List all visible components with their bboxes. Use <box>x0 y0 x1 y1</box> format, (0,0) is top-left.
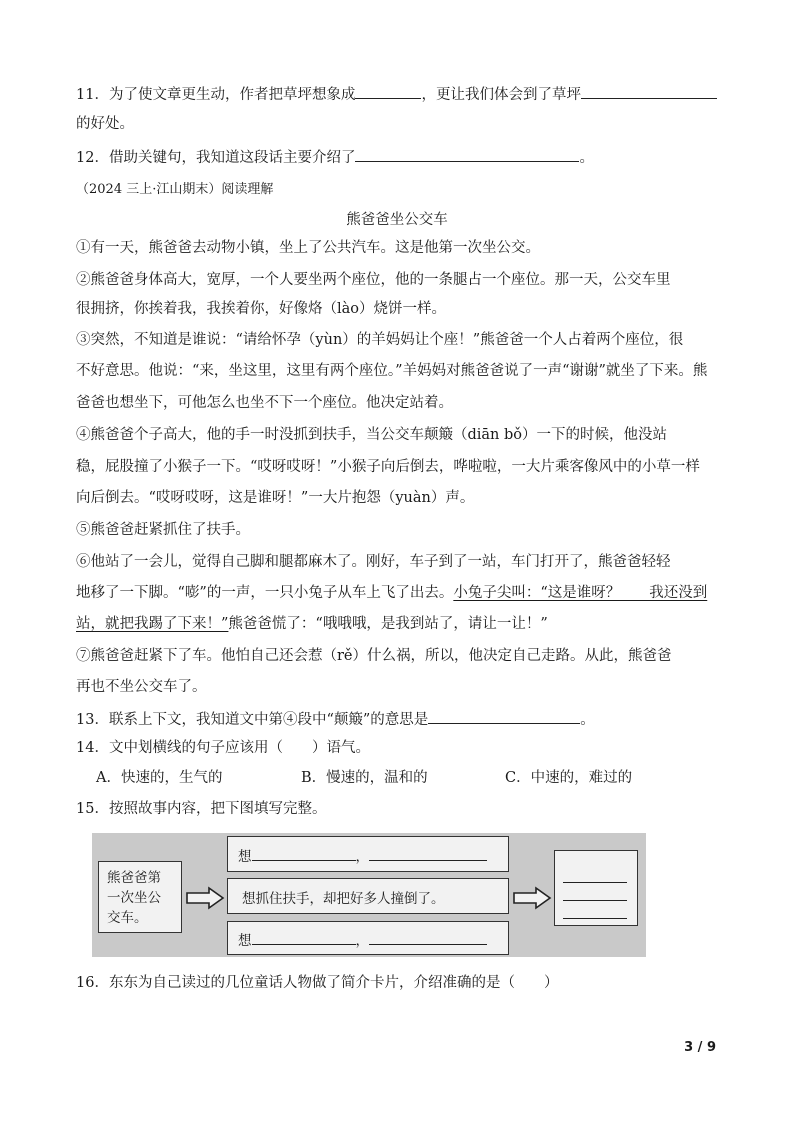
diagram-right-blank-3[interactable] <box>563 901 627 919</box>
paragraph-4-line-1: ④熊爸爸个子高大，他的手一时没抓到扶手，当公交车颠簸（diān bǒ）一下的时候，他没站 <box>76 427 668 443</box>
underlined-sentence-part-2: 站，就把我踢了下来！” <box>76 616 229 632</box>
q14-option-c[interactable]: C．中速的，难过的 <box>505 770 633 786</box>
diagram-bottom-blank-1[interactable] <box>252 930 356 945</box>
q13-text-2: 。 <box>580 712 595 728</box>
q11-blank-1[interactable] <box>355 82 421 99</box>
q11-text-2: ，更让我们体会到了草坪 <box>421 87 581 103</box>
story-title: 熊爸爸坐公交车 <box>346 212 448 228</box>
paragraph-6-text-end: 熊爸爸慌了：“哦哦哦，是我到站了，请让一让！” <box>228 616 548 632</box>
diagram-bottom-box <box>227 921 509 955</box>
diagram-left-line-3: 交车。 <box>107 910 148 926</box>
paragraph-6-line-3 <box>76 614 718 634</box>
paragraph-3-line-1: ③突然，不知道是谁说：“请给怀孕（yùn）的羊妈妈让个座！”熊爸爸一个人占着两个座位，很 <box>76 332 684 348</box>
q14-options <box>96 768 718 788</box>
diagram-right-box <box>554 850 638 926</box>
paragraph-6-text: 地移了一下脚。“嘭”的一声，一只小兔子从车上飞了出去。 <box>76 585 454 601</box>
diagram-top-label: 想 <box>238 849 252 865</box>
paragraph-4-line-2: 稳，屁股撞了小猴子一下。“哎呀哎呀！”小猴子向后倒去，哗啦啦，一大片乘客像风中的小草一样 <box>76 459 700 475</box>
q12-text-2: 。 <box>579 150 594 166</box>
question-11 <box>76 82 718 105</box>
diagram-bottom-blank-2[interactable] <box>369 930 487 945</box>
question-13 <box>76 707 718 730</box>
diagram-left-line-1: 熊爸爸第 <box>107 870 161 886</box>
q13-blank[interactable] <box>428 707 580 724</box>
q14-option-a[interactable]: A．快速的，生气的 <box>96 770 223 786</box>
question-14: 14．文中划横线的句子应该用（ ）语气。 <box>76 740 370 756</box>
paragraph-3-line-3: 爸爸也想坐下，可他怎么也坐不下一个座位。他决定站着。 <box>76 395 453 411</box>
paragraph-3-line-2: 不好意思。他说：“来，坐这里，这里有两个座位。”羊妈妈对熊爸爸说了一声“谢谢”就坐了下来。熊 <box>76 363 708 379</box>
q11-text-3: 的好处。 <box>76 116 134 132</box>
paragraph-7-line-2: 再也不坐公交车了。 <box>76 679 207 695</box>
diagram-left-line-2: 一次坐公 <box>107 890 161 906</box>
source-label: （2024 三上·江山期末）阅读理解 <box>76 182 274 197</box>
diagram-bottom-comma: ， <box>355 933 369 949</box>
right-arrow-icon <box>512 886 552 910</box>
q12-blank[interactable] <box>355 145 579 162</box>
diagram-middle-box: 想抓住扶手，却把好多人撞倒了。 <box>227 878 509 914</box>
q13-text-1: 13．联系上下文，我知道文中第④段中“颠簸”的意思是 <box>76 712 429 728</box>
q11-blank-2[interactable] <box>581 82 717 99</box>
underlined-sentence-part-1: 小兔子尖叫：“这是谁呀？ 我还没到 <box>453 585 708 601</box>
diagram-top-box <box>227 836 509 872</box>
question-15: 15．按照故事内容，把下图填写完整。 <box>76 801 327 817</box>
question-16: 16．东东为自己读过的几位童话人物做了简介卡片，介绍准确的是（ ） <box>76 975 559 991</box>
right-arrow-icon <box>185 886 225 910</box>
story-diagram <box>92 833 646 957</box>
paragraph-6-line-1: ⑥他站了一会儿，觉得自己脚和腿都麻木了。刚好，车子到了一站，车门打开了，熊爸爸轻轻 <box>76 554 671 570</box>
diagram-top-blank-2[interactable] <box>369 846 487 861</box>
paragraph-7-line-1: ⑦熊爸爸赶紧下了车。他怕自己还会惹（rě）什么祸，所以，他决定自己走路。从此，熊爸爸 <box>76 648 672 664</box>
paragraph-2-line-1: ②熊爸爸身体高大，宽厚，一个人要坐两个座位，他的一条腿占一个座位。那一天，公交车里 <box>76 272 671 288</box>
q12-text-1: 12．借助关键句，我知道这段话主要介绍了 <box>76 150 356 166</box>
page-number: 3 / 9 <box>684 1040 716 1055</box>
paragraph-2-line-2: 很拥挤，你挨着我，我挨着你，好像烙（lào）烧饼一样。 <box>76 301 447 317</box>
q14-option-b[interactable]: B．慢速的，温和的 <box>301 770 428 786</box>
paragraph-1: ①有一天，熊爸爸去动物小镇，坐上了公共汽车。这是他第一次坐公交。 <box>76 240 540 256</box>
paragraph-5: ⑤熊爸爸赶紧抓住了扶手。 <box>76 522 250 538</box>
paragraph-4-line-3: 向后倒去。“哎呀哎呀，这是谁呀！”一大片抱怨（yuàn）声。 <box>76 490 475 506</box>
question-11-cont <box>76 114 718 134</box>
q11-text-1: 11．为了使文章更生动，作者把草坪想象成 <box>76 87 356 103</box>
diagram-bottom-label: 想 <box>238 933 252 949</box>
diagram-top-blank-1[interactable] <box>252 846 356 861</box>
paragraph-6-line-2 <box>76 583 718 603</box>
diagram-left-box <box>98 861 182 933</box>
diagram-top-comma: ， <box>355 849 369 865</box>
diagram-right-blank-1[interactable] <box>563 865 627 883</box>
question-12 <box>76 145 718 168</box>
diagram-right-blank-2[interactable] <box>563 883 627 901</box>
